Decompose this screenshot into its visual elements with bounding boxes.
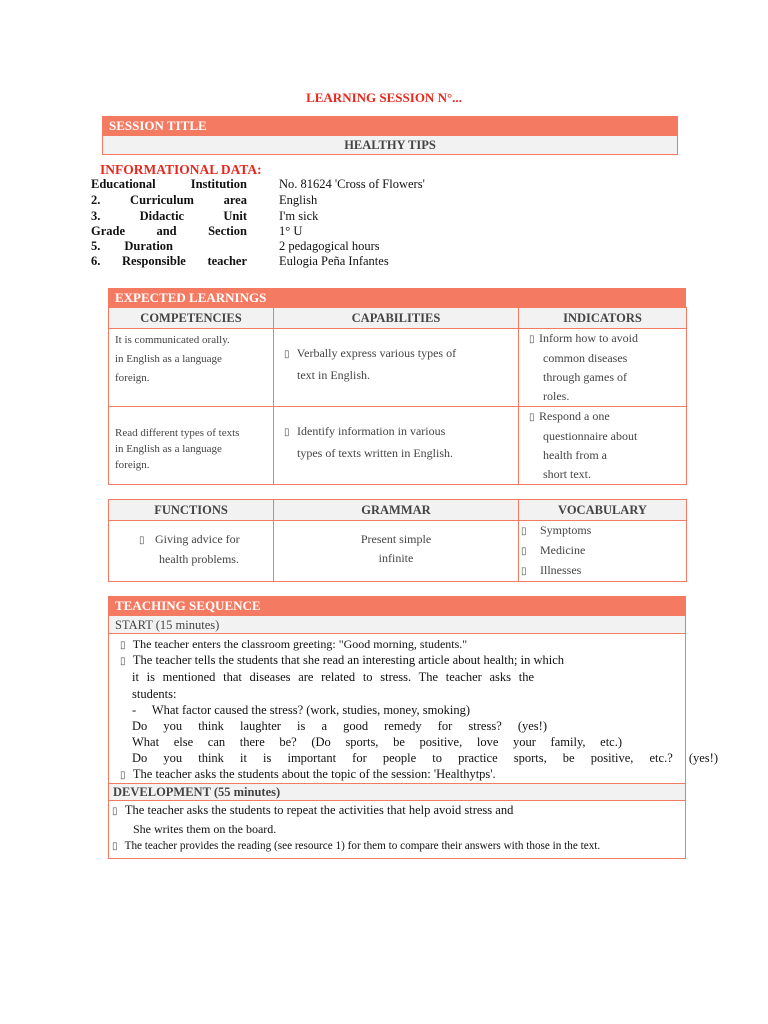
- development-row: DEVELOPMENT (55 minutes): [109, 783, 685, 801]
- info-label-grade: Grade and Section: [91, 224, 247, 238]
- info-label-unit: 3. Didactic Unit: [91, 209, 247, 223]
- info-value-teacher: Eulogia Peña Infantes: [279, 254, 389, 268]
- session-name: HEALTHY TIPS: [102, 135, 678, 155]
- capability-cell-2: ▯ Identify information in various types of texts written in English.: [274, 407, 519, 485]
- info-label-curriculum: 2. Curriculum area: [91, 193, 247, 207]
- info-label-institution: Educational Institution: [91, 177, 247, 191]
- missing-glyph-box-icon: ▯: [284, 349, 290, 360]
- col-functions: FUNCTIONS: [109, 500, 274, 521]
- info-value-duration: 2 pedagogical hours: [279, 239, 380, 253]
- start-row: START (15 minutes): [109, 616, 685, 634]
- start-line: ▯ The teacher asks the students about the topic of the session: 'Healthytps'.: [120, 767, 496, 781]
- development-line: ▯ The teacher provides the reading (see resource 1) for them to compare their answers with those in the text.: [112, 840, 601, 852]
- col-indicators: INDICATORS: [519, 308, 687, 329]
- session-title-header: SESSION TITLE: [102, 116, 678, 135]
- missing-glyph-box-icon: ▯: [120, 770, 126, 781]
- col-grammar: GRAMMAR: [274, 500, 519, 521]
- start-line: Do you think laughter is a good remedy for stress? (yes!): [132, 719, 547, 733]
- expected-learnings-table: [108, 307, 687, 485]
- functions-table: [108, 499, 687, 582]
- missing-glyph-box-icon: ▯: [120, 656, 126, 667]
- start-line: - What factor caused the stress? (work, studies, money, smoking): [132, 703, 470, 717]
- col-competencies: COMPETENCIES: [109, 308, 274, 329]
- missing-glyph-box-icon: ▯: [521, 526, 527, 537]
- vocabulary-item: ▯ Medicine: [521, 541, 682, 561]
- missing-glyph-box-icon: ▯: [521, 546, 527, 557]
- vocabulary-item: ▯ Illnesses: [521, 561, 682, 581]
- grammar-cell: Present simple infinite: [274, 521, 519, 582]
- capability-cell-1: ▯ Verbally express various types of text in English.: [274, 329, 519, 407]
- vocabulary-cell: [519, 521, 687, 582]
- missing-glyph-box-icon: ▯: [112, 841, 118, 852]
- missing-glyph-box-icon: ▯: [529, 334, 535, 345]
- start-line: Do you think it is important for people to practice sports, be positive, etc.? (yes!): [132, 751, 718, 765]
- informational-data-heading: INFORMATIONAL DATA:: [100, 162, 262, 177]
- competency-cell-1: It is communicated orally. in English as a language foreign.: [109, 329, 274, 407]
- info-value-institution: No. 81624 'Cross of Flowers': [279, 177, 425, 191]
- start-line: students:: [132, 687, 177, 701]
- info-value-curriculum: English: [279, 193, 318, 207]
- development-line: She writes them on the board.: [133, 822, 277, 836]
- indicator-cell-1: ▯ Inform how to avoid common diseases through games of roles.: [519, 329, 687, 407]
- info-value-unit: I'm sick: [279, 209, 319, 223]
- start-line: it is mentioned that diseases are related to stress. The teacher asks the: [132, 670, 534, 684]
- page-title: LEARNING SESSION N°...: [306, 90, 462, 105]
- start-line: ▯ The teacher enters the classroom greeting: "Good morning, students.": [120, 637, 468, 651]
- missing-glyph-box-icon: ▯: [529, 412, 535, 423]
- vocabulary-item: ▯ Symptoms: [521, 521, 682, 541]
- col-vocabulary: VOCABULARY: [519, 500, 687, 521]
- missing-glyph-box-icon: ▯: [521, 566, 527, 577]
- start-line: What else can there be? (Do sports, be positive, love your family, etc.): [132, 735, 622, 749]
- info-label-teacher: 6. Responsible teacher: [91, 254, 247, 268]
- info-value-grade: 1° U: [279, 224, 303, 238]
- expected-learnings-header: EXPECTED LEARNINGS: [108, 288, 686, 308]
- missing-glyph-box-icon: ▯: [139, 535, 145, 546]
- missing-glyph-box-icon: ▯: [120, 640, 126, 651]
- info-label-duration: 5. Duration: [91, 239, 173, 253]
- function-cell: ▯ Giving advice for health problems.: [109, 521, 274, 582]
- development-line: ▯ The teacher asks the students to repeat the activities that help avoid stress and: [112, 803, 514, 817]
- teaching-sequence-header: TEACHING SEQUENCE: [108, 596, 686, 616]
- missing-glyph-box-icon: ▯: [112, 806, 118, 817]
- competency-cell-2: Read different types of texts in English as a language foreign.: [109, 407, 274, 485]
- start-line: ▯ The teacher tells the students that she read an interesting article about health; in which: [120, 653, 565, 667]
- indicator-cell-2: ▯ Respond a one questionnaire about health from a short text.: [519, 407, 687, 485]
- missing-glyph-box-icon: ▯: [284, 427, 290, 438]
- col-capabilities: CAPABILITIES: [274, 308, 519, 329]
